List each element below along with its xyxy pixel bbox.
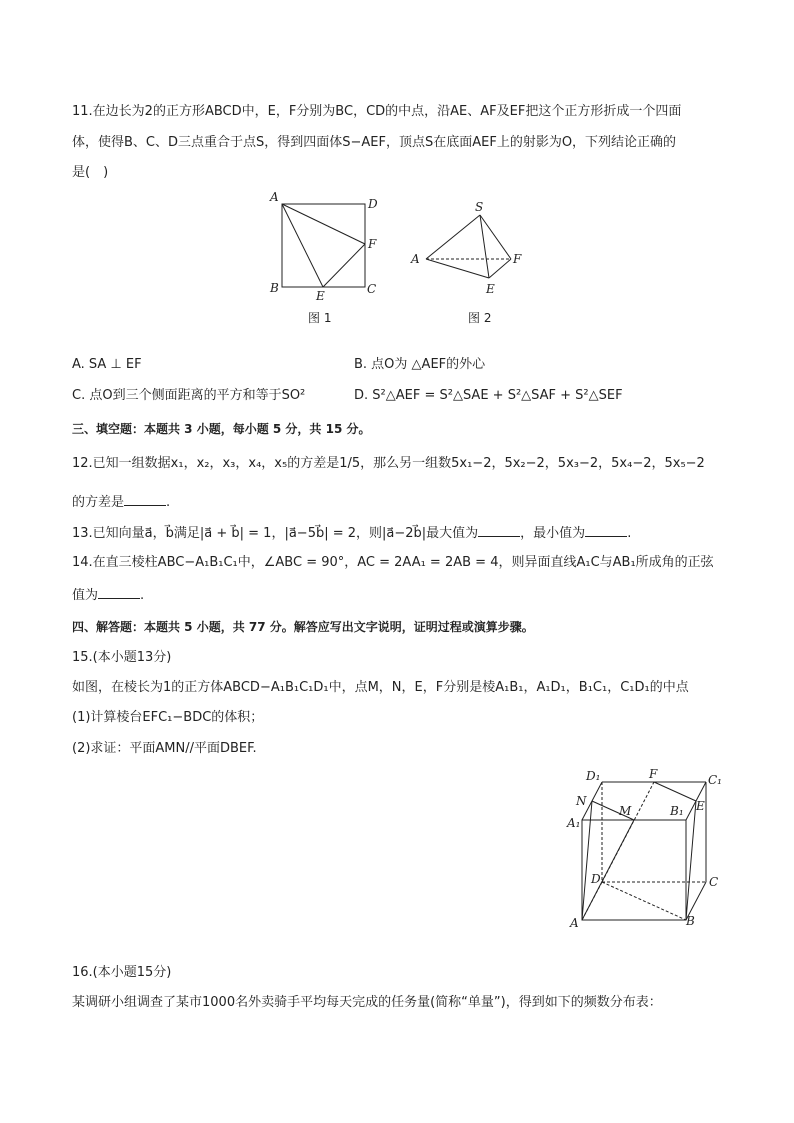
q13-text: 13.已知向量a⃗，b⃗满足|a⃗ + b⃗| = 1，|a⃗−5b⃗| = 2，则|a⃗−2b⃗|最大值为 <box>72 526 479 541</box>
section-4-heading: 四、解答题：本题共 5 小题，共 77 分。解答应写出文字说明，证明过程或演算步骤。 <box>72 620 534 634</box>
q11-line1: 11.在边长为2的正方形ABCD中，E，F分别为BC，CD的中点，沿AE、AF及EF把这个正方形折成一个四面 <box>72 104 682 119</box>
figure-2 <box>406 196 536 328</box>
q16-head: 16.(本小题15分) <box>72 965 172 980</box>
q12-line2-end: . <box>166 495 171 510</box>
q15-line2: (1)计算棱台EFC₁−BDC的体积； <box>72 710 264 725</box>
q14-line2-text: 值为 <box>72 588 99 603</box>
q14-answer-blank <box>98 584 140 599</box>
fig1-label-C: C <box>367 282 377 296</box>
q11-line2: 体，使得B、C、D三点重合于点S，得到四面体S−AEF，顶点S在底面AEF上的射影为O，下列结论正确的 <box>72 135 677 150</box>
q14-line1: 14.在直三棱柱ABC−A₁B₁C₁中，∠ABC = 90°，AC = 2AA₁ = 2AB = 4，则异面直线A₁C与AB₁所成角的正弦 <box>72 555 714 570</box>
cube-label-E: E <box>696 799 705 813</box>
fig1-label-E: E <box>316 289 325 303</box>
q12-line2 <box>72 491 170 513</box>
q13-end: . <box>627 526 632 541</box>
cube-label-D1: D₁ <box>586 769 601 783</box>
q11-option-c: C. 点O到三个侧面距离的平方和等于SO² <box>72 388 306 403</box>
q11-option-b: B. 点O为 △AEF的外心 <box>354 357 486 372</box>
q14-line2-end: . <box>140 588 145 603</box>
cube-label-C: C <box>709 875 719 889</box>
q11-option-a: A. SA ⊥ EF <box>72 357 142 372</box>
q11-option-d: D. S²△AEF = S²△SAE + S²△SAF + S²△SEF <box>354 388 623 403</box>
q15-head: 15.(本小题13分) <box>72 650 172 665</box>
q14-line2 <box>72 584 144 606</box>
q13-mid: ，最小值为 <box>520 526 586 541</box>
q16-line1: 某调研小组调查了某市1000名外卖骑手平均每天完成的任务量(简称“单量”)，得到如下的频数分布表： <box>72 995 662 1010</box>
cube-label-B1: B₁ <box>670 804 684 818</box>
q13-max-blank <box>478 522 520 537</box>
fig1-caption: 图 1 <box>308 311 332 325</box>
cube-label-D: D <box>591 872 601 886</box>
fig1-label-D: D <box>368 197 378 211</box>
q12-line2-text: 的方差是 <box>72 495 125 510</box>
q15-line3: (2)求证：平面AMN//平面DBEF. <box>72 741 257 756</box>
q12-line1: 12.已知一组数据x₁，x₂，x₃，x₄，x₅的方差是1/5，那么另一组数5x₁−2，5x₂−2，5x₃−2，5x₄−2，5x₅−2 <box>72 456 705 471</box>
cube-label-M: M <box>619 804 632 818</box>
cube-label-B: B <box>686 914 695 928</box>
figure-1 <box>262 186 392 328</box>
fig2-caption: 图 2 <box>468 311 492 325</box>
fig2-label-A: A <box>411 252 420 266</box>
section-3-heading: 三、填空题：本题共 3 小题，每小题 5 分，共 15 分。 <box>72 422 371 436</box>
fig2-label-S: S <box>475 200 484 214</box>
cube-label-F: F <box>649 767 658 781</box>
fig1-label-A: A <box>270 190 279 204</box>
cube-label-C1: C₁ <box>708 773 722 787</box>
cube-label-N: N <box>576 794 587 808</box>
q12-answer-blank <box>124 491 166 506</box>
fig1-label-B: B <box>270 281 279 295</box>
fig2-label-E: E <box>486 282 495 296</box>
q13-min-blank <box>585 522 627 537</box>
cube-label-A: A <box>570 916 579 930</box>
fig2-label-F: F <box>513 252 522 266</box>
q15-line1: 如图，在棱长为1的正方体ABCD−A₁B₁C₁D₁中，点M，N，E，F分别是棱A₁B₁，A₁D₁，B₁C₁，C₁D₁的中点 <box>72 680 689 695</box>
figure-cube <box>560 765 730 935</box>
q13-line <box>72 522 631 544</box>
q11-line3: 是( ) <box>72 165 109 180</box>
cube-label-A1: A₁ <box>567 816 581 830</box>
fig1-label-F: F <box>368 237 377 251</box>
